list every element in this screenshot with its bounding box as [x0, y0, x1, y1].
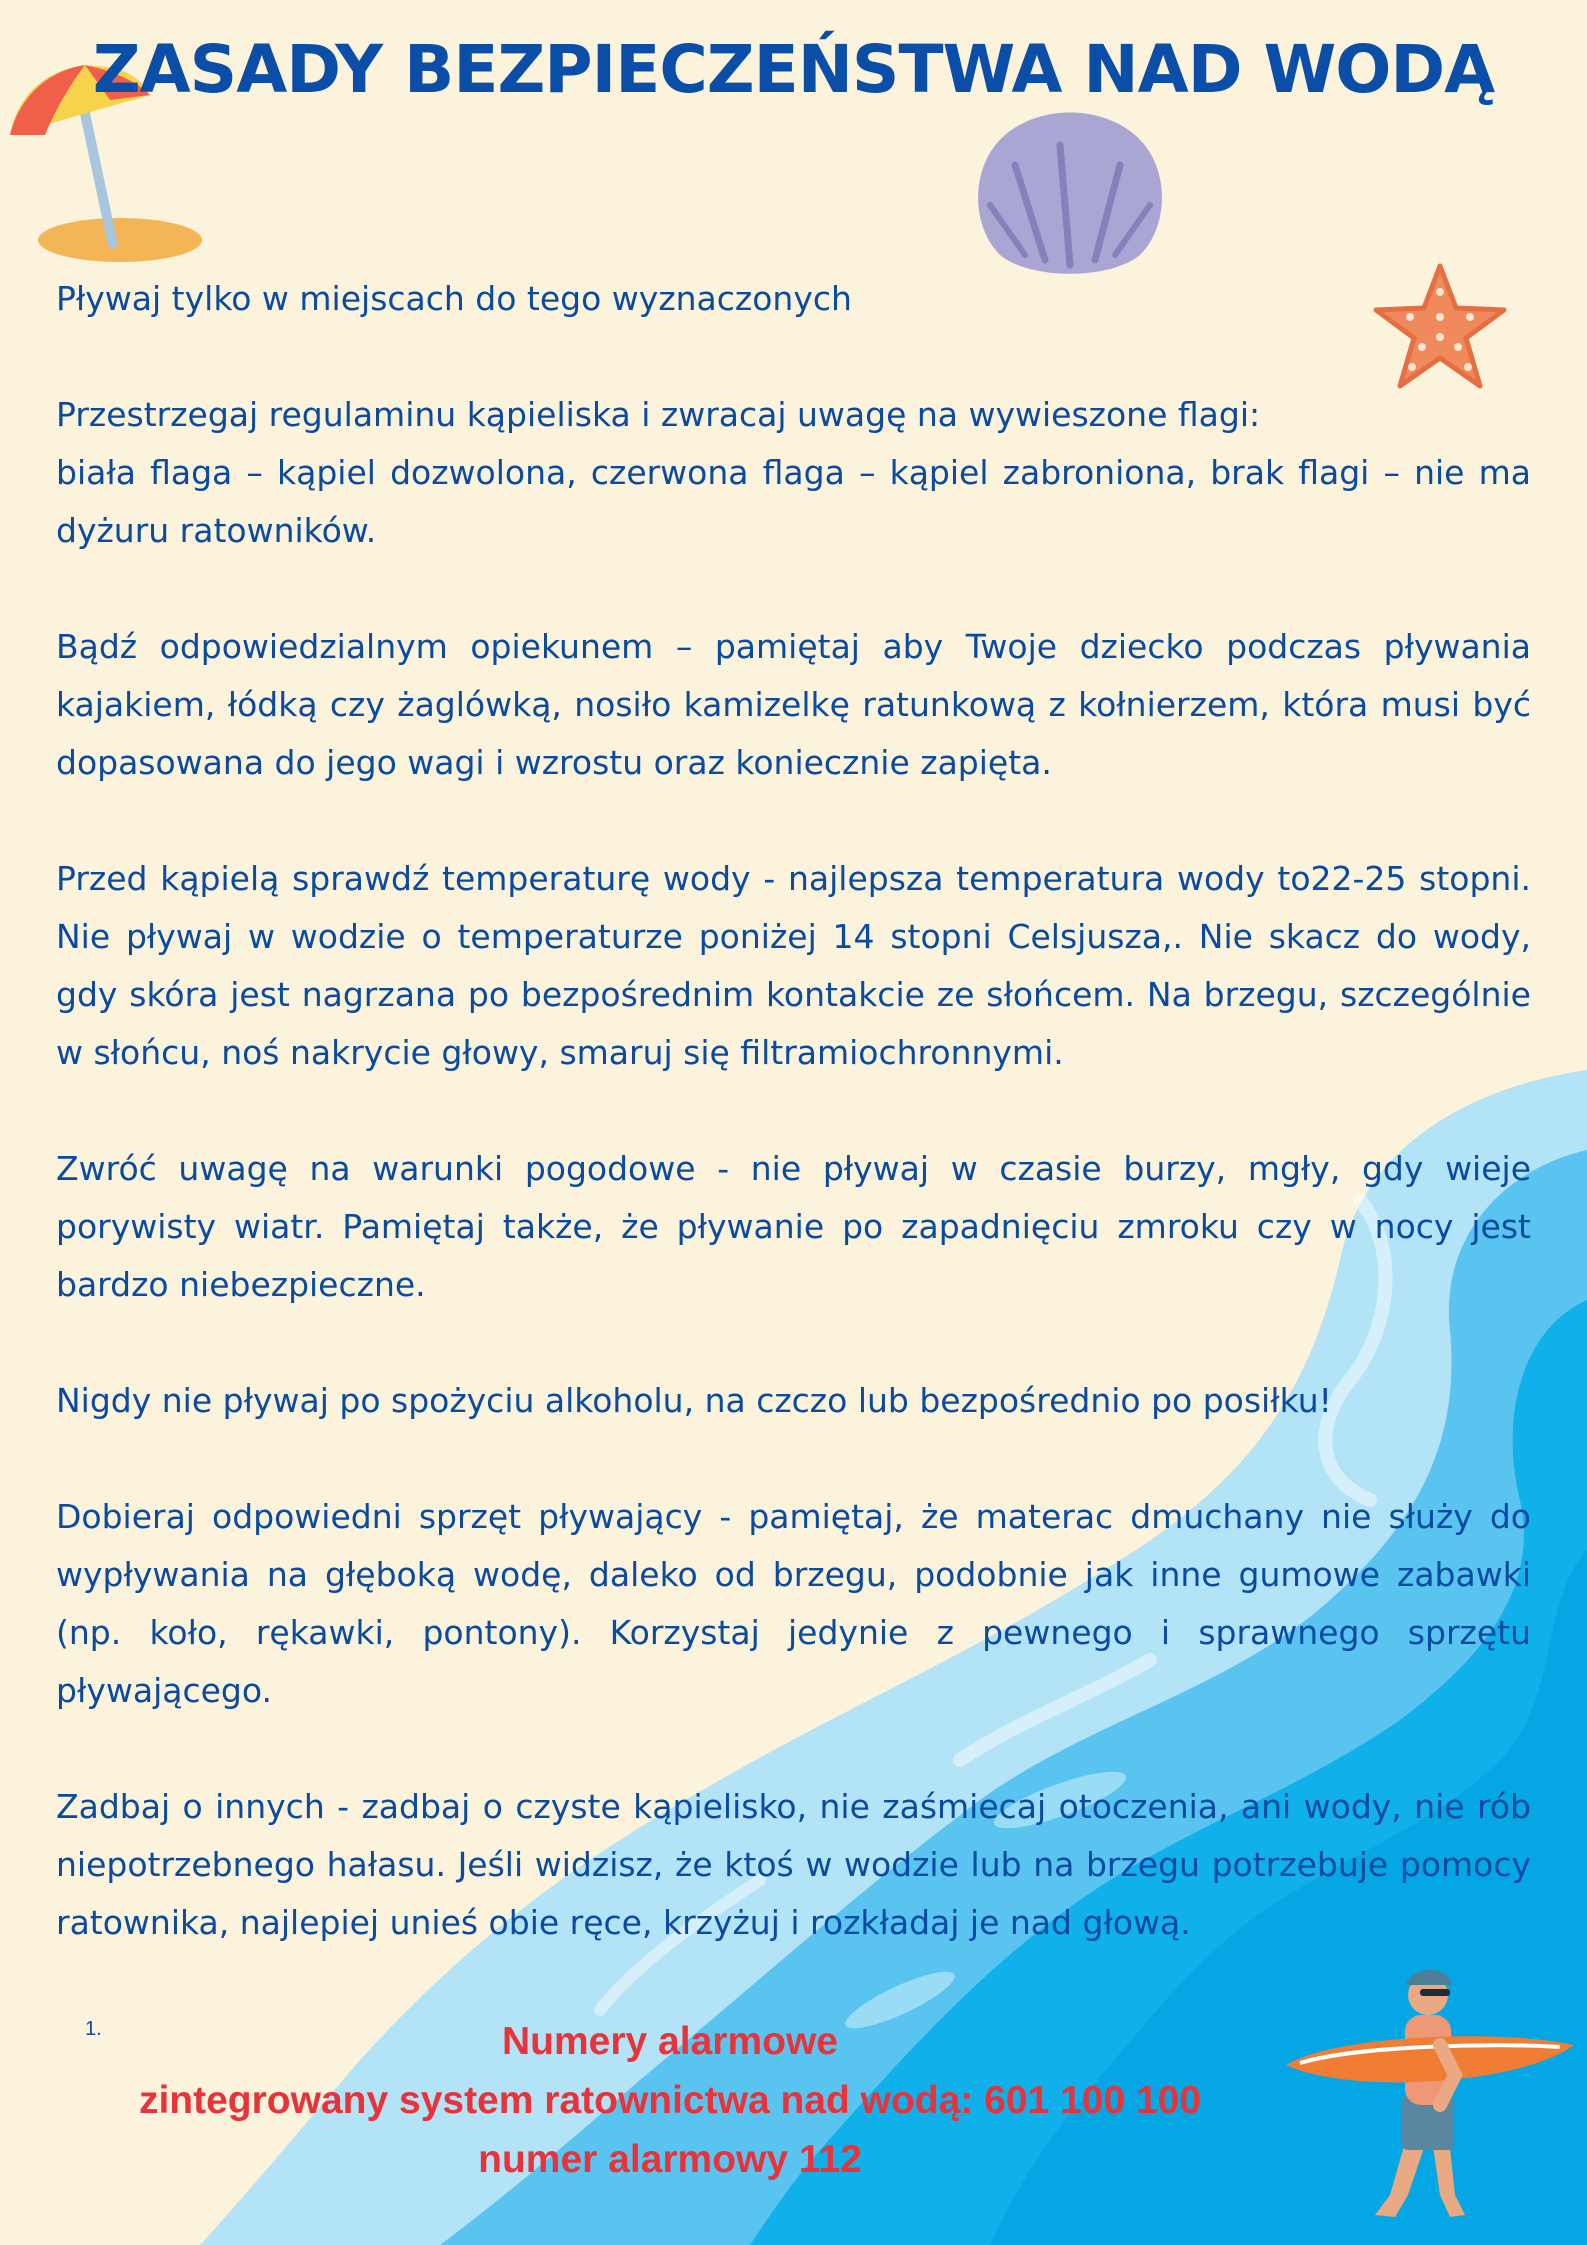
emergency-line-112: numer alarmowy 112: [478, 2138, 862, 2181]
seashell-icon: [970, 105, 1170, 285]
rule-paragraph: Przestrzegaj regulaminu kąpieliska i zwracaj uwagę na wywieszone flagi:: [56, 395, 1261, 434]
emergency-numbers: [40, 2012, 1300, 2189]
rule-paragraph: Zwróć uwagę na warunki pogodowe - nie pływaj w czasie burzy, mgły, gdy wieje porywisty wiatr. Pamiętaj także, że pływanie po zapadnięciu zmroku czy w nocy jest bardzo niebezpieczne.: [56, 1149, 1531, 1304]
list-marker: 1.: [85, 2018, 102, 2040]
rule-paragraph: Pływaj tylko w miejscach do tego wyznaczonych: [56, 279, 852, 318]
surfer-icon: [1280, 1945, 1580, 2240]
emergency-line-rescue: zintegrowany system ratownictwa nad wodą: 601 100 100: [138, 2079, 1202, 2122]
safety-rules: [56, 270, 1531, 1952]
rule-paragraph: Zadbaj o innych - zadbaj o czyste kąpielisko, nie zaśmiecaj otoczenia, ani wody, nie rób niepotrzebnego hałasu. Jeśli widzisz, że ktoś w wodzie lub na brzegu potrzebuje pomocy ratownika, najlepiej unieś obie ręce, krzyżuj i rozkładaj je nad głową.: [56, 1787, 1531, 1942]
emergency-heading: Numery alarmowe: [502, 2020, 838, 2063]
rule-paragraph: biała flaga – kąpiel dozwolona, czerwona flaga – kąpiel zabroniona, brak flagi – nie ma dyżuru ratowników.: [56, 453, 1531, 550]
rule-paragraph: Bądź odpowiedzialnym opiekunem – pamiętaj aby Twoje dziecko podczas pływania kajakiem, łódką czy żaglówką, nosiło kamizelkę ratunkową z kołnierzem, która musi być dopasowana do jego wagi i wzrostu oraz koniecznie zapięta.: [56, 627, 1531, 782]
page-title: ZASADY BEZPIECZEŃSTWA NAD WODĄ: [92, 31, 1495, 108]
rule-paragraph: Przed kąpielą sprawdź temperaturę wody - najlepsza temperatura wody to22-25 stopni. Nie pływaj w wodzie o temperaturze poniżej 14 stopni Celsjusza,. Nie skacz do wody, gdy skóra jest nagrzana po bezpośrednim kontakcie ze słońcem. Na brzegu, szczególnie w słońcu, noś nakrycie głowy, smaruj się filtramiochronnymi.: [56, 859, 1531, 1072]
rule-paragraph: Nigdy nie pływaj po spożyciu alkoholu, na czczo lub bezpośrednio po posiłku!: [56, 1381, 1332, 1420]
rule-paragraph: Dobieraj odpowiedni sprzęt pływający - pamiętaj, że materac dmuchany nie służy do wypływania na głęboką wodę, daleko od brzegu, podobnie jak inne gumowe zabawki (np. koło, rękawki, pontony). Korzystaj jedynie z pewnego i sprawnego sprzętu pływającego.: [56, 1497, 1531, 1710]
